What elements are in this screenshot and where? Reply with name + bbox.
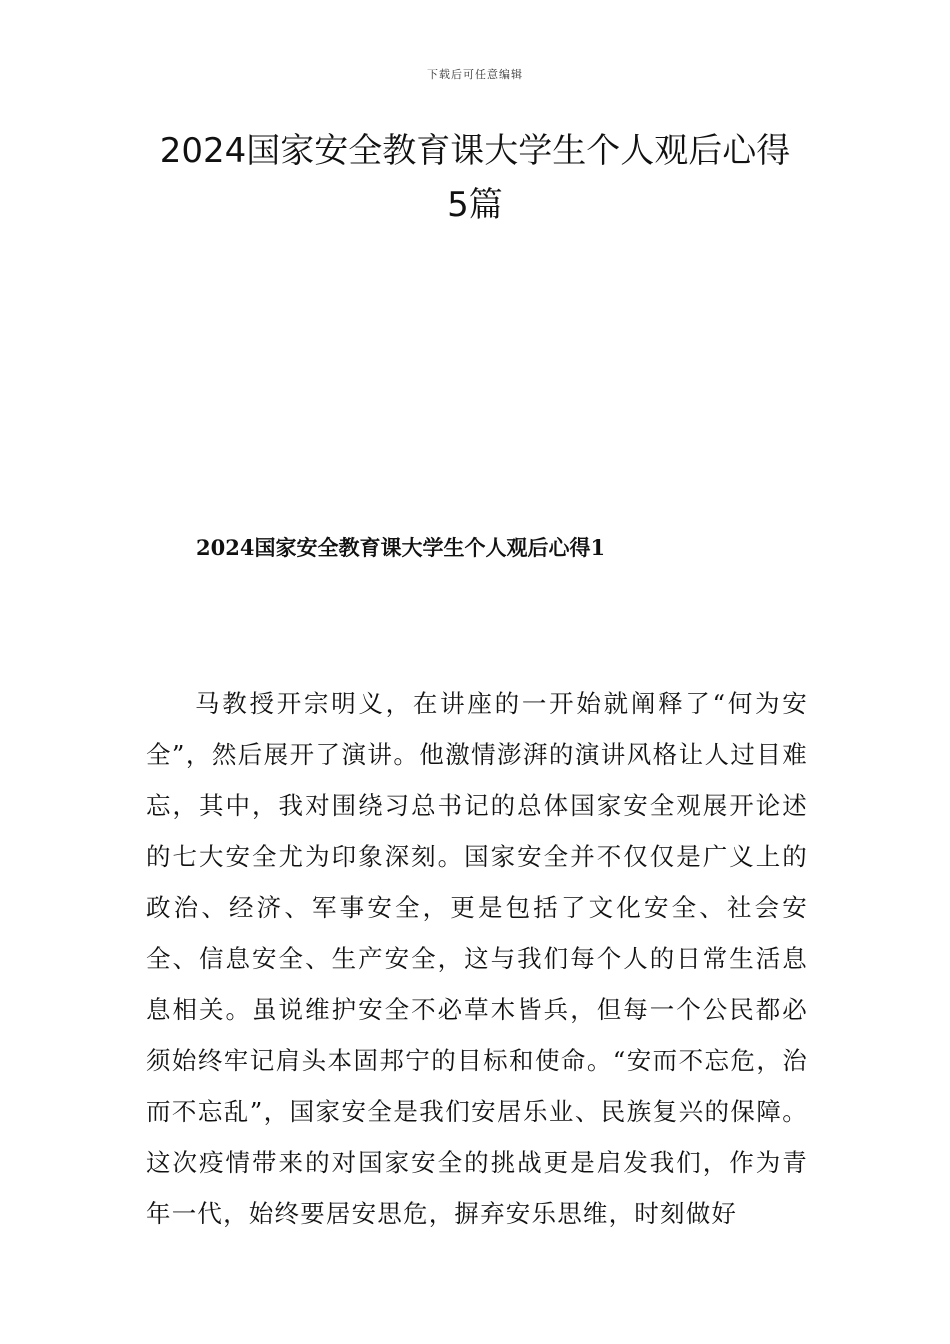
section-heading: 2024国家安全教育课大学生个人观后心得1 [196, 535, 606, 560]
body-paragraph: 马教授开宗明义，在讲座的一开始就阐释了“何为安全”，然后展开了演讲。他激情澎湃的演讲风格让人过目难忘，其中，我对围绕习总书记的总体国家安全观展开论述的七大安全尤为印象深刻。国家安全并不仅仅是广义上的政治、经济、军事安全，更是包括了文化安全、社会安全、信息安全、生产安全，这与我们每个人的日常生活息息相关。虽说维护安全不必草木皆兵，但每一个公民都必须始终牢记肩头本固邦宁的目标和使命。“安而不忘危，治而不忘乱”，国家安全是我们安居乐业、民族复兴的保障。这次疫情带来的对国家安全的挑战更是启发我们，作为青年一代，始终要居安思危，摒弃安乐思维，时刻做好 [146, 689, 808, 1228]
document-title [100, 124, 850, 232]
document-title-line-2: 5篇 [447, 185, 503, 225]
document-title-line-1: 2024国家安全教育课大学生个人观后心得 [159, 131, 791, 171]
header-note: 下载后可任意编辑 [427, 68, 523, 81]
